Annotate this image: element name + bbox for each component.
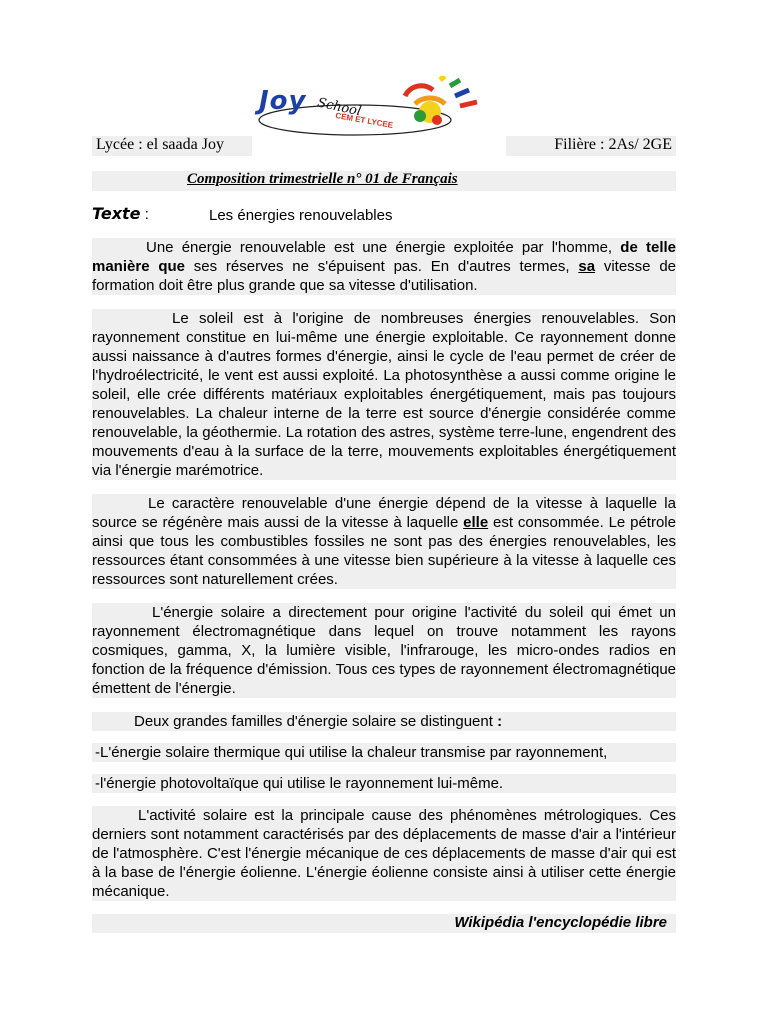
p1-underlined: sa [578,258,596,275]
texte-label: Texte [92,204,141,223]
paragraph-5 [92,712,676,731]
logo-sub: CEM ET LYCEE [334,110,394,131]
p3-underlined: elle [463,514,489,531]
source-bar [92,914,676,933]
texte-subject: Les énergies renouvelables [209,207,393,224]
p8-text: L'activité solaire est la principale cause des phénomènes métrologiques. Ces derniers sont notamment caractérisés par des déplacements de masse d'air a l'intérieur de l'atmosphère. C'est l'énergie mécanique de ces déplacements de masse d'air qui est à la base de l'énergie éolienne. L'énergie éolienne consiste ainsi à utiliser cette énergie mécanique. [92,807,676,900]
class-label-text: Filière : 2As/ 2GE [554,136,672,153]
p6-text: -L'énergie solaire thermique qui utilise la chaleur transmise par rayonnement, [95,744,608,761]
p4-text: L'énergie solaire a directement pour origine l'activité du soleil qui émet un rayonnement électromagnétique dans lequel on trouve notamment les rayons cosmiques, gamma, X, la lumière visible, l'infrarouge, les micro-ondes radios en fonction de la fréquence d'émission. Tous ces types de rayonnement électromagnétique émettent de l'énergie. [92,604,676,697]
p5-colon: : [497,713,503,730]
p3-text-c: est consommée. Le pétrole ainsi que tous les combustibles fossiles ne sont pas des énergies renouvelables, les ressources étant consommées à une vitesse bien supérieure à la vitesse à laquelle ces ressources sont naturellement crées. [92,514,676,588]
logo-brand: Joy [259,86,307,116]
exam-title-bar [92,171,676,191]
p1-text-a: Une énergie renouvelable est une énergie exploitée par l'homme, [146,239,621,256]
p7-text: -l'énergie photovoltaïque qui utilise le rayonnement lui-même. [95,775,504,792]
p5-text-a: Deux grandes familles d'énergie solaire se distinguent [134,713,498,730]
p3-text-a: Le caractère renouvelable d'une énergie dépend de la vitesse à laquelle la source se régénère mais aussi de la vitesse à laquelle [92,495,676,531]
source-citation: Wikipédia l'encyclopédie libre [454,914,667,931]
school-logo [255,76,505,138]
school-name [92,136,252,156]
paragraph-1 [92,238,676,295]
paragraph-2 [92,309,676,480]
texte-colon: : [140,206,149,223]
paragraph-6 [92,743,676,762]
p2-text: Le soleil est à l'origine de nombreuses énergies renouvelables. Son rayonnement constitue en lui-même une énergie exploitable. Ce rayonnement donne aussi naissance à d'autres formes d'énergie, ainsi le cycle de l'eau permet de créer de l'hydroélectricité, le vent est aussi exploité. La photosynthèse a aussi comme origine le soleil, elle crée différents matériaux exploitables énergétiquement, mais pas toujours renouvelables. La chaleur interne de la terre est source d'énergie considérée comme renouvelable, la géothermie. La rotation des astres, système terre-lune, engendrent des mouvements d'eau à la surface de la terre, mouvements exploitables énergétiquement via l'énergie marémotrice. [92,310,676,479]
p1-bold: de telle manière que [92,239,676,275]
paragraph-7 [92,774,676,793]
school-name-text: Lycée : el saada Joy [96,136,224,153]
paragraph-8 [92,806,676,901]
p1-text-c: ses réserves ne s'épuisent pas. En d'autres termes, [185,258,579,275]
paragraph-3 [92,494,676,589]
p1-text-e: vitesse de formation doit être plus grande que sa vitesse d'utilisation. [92,258,676,294]
class-label [506,136,676,156]
logo-school: School [315,95,363,120]
texte-line [92,204,676,226]
paragraph-4 [92,603,676,698]
exam-title: Composition trimestrielle n° 01 de Français [187,171,458,187]
